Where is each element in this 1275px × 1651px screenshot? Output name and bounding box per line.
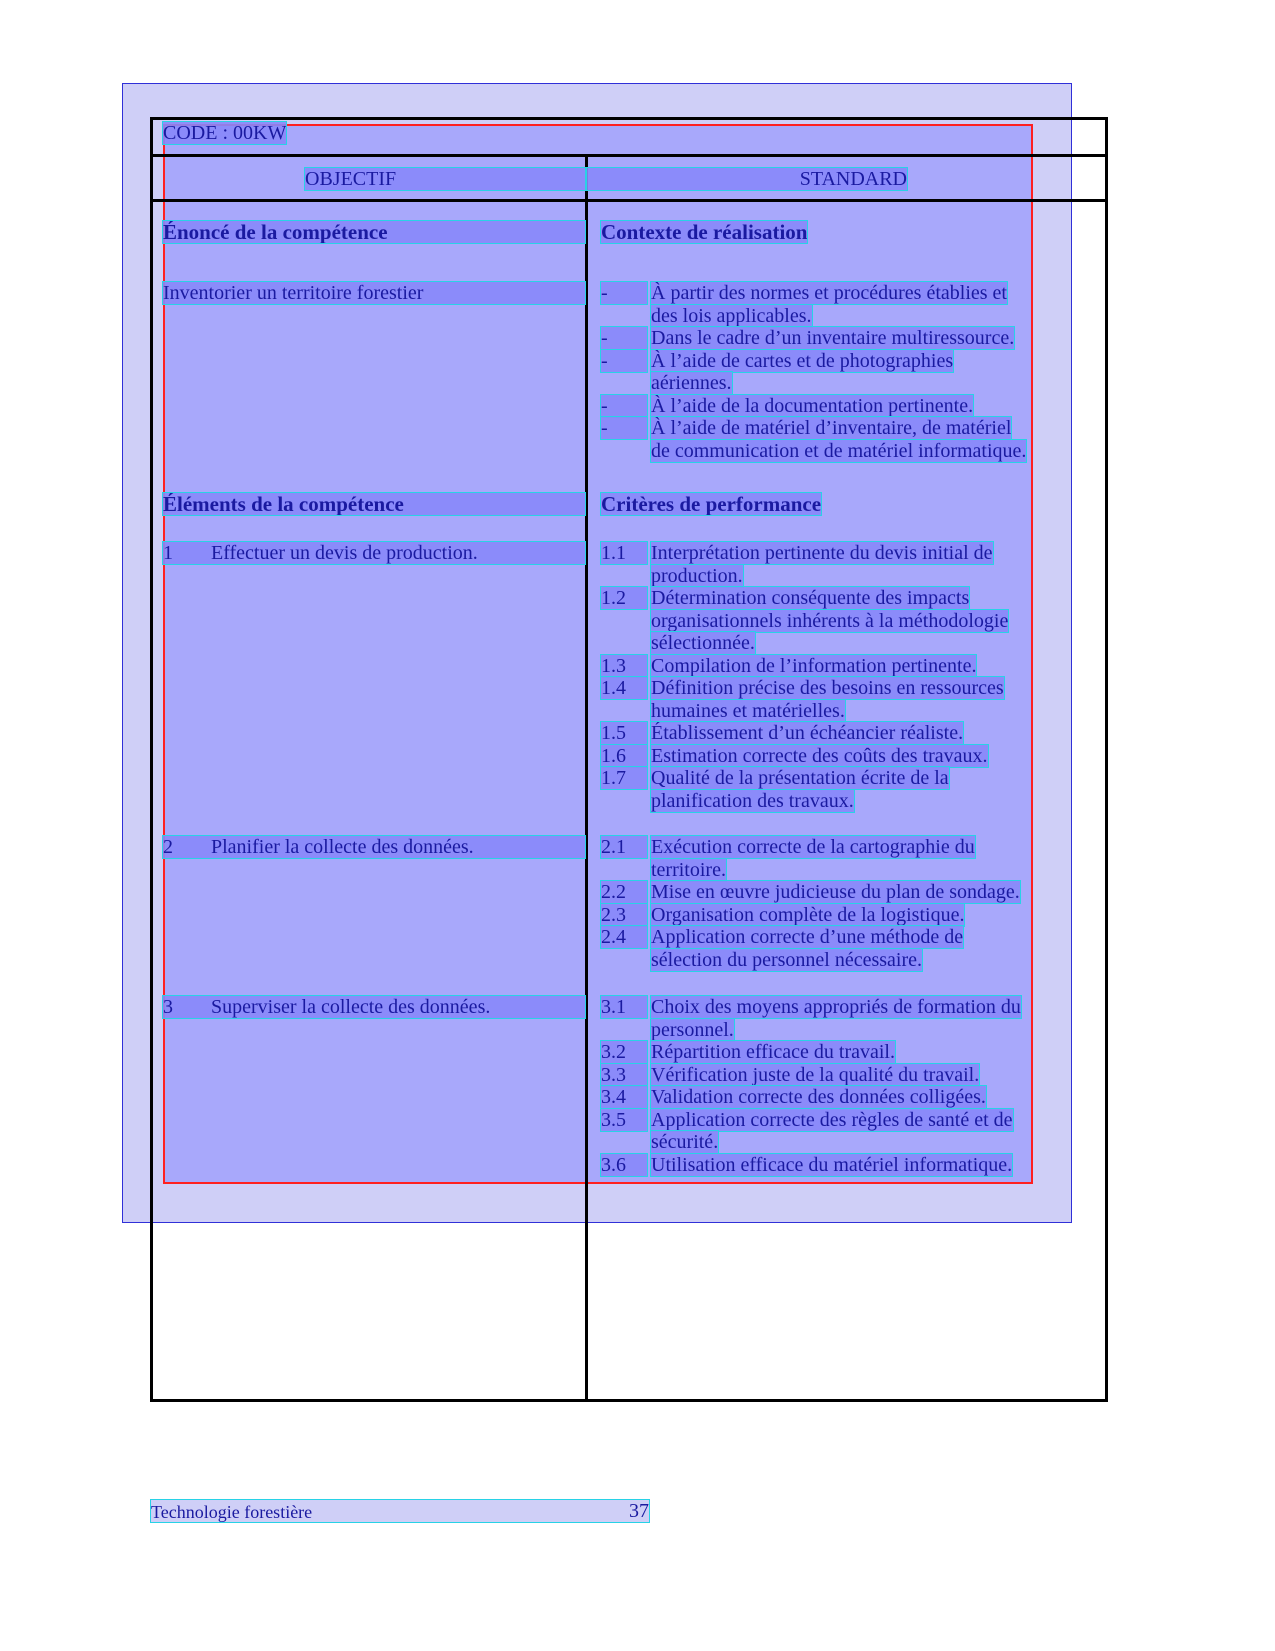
list-item-line: sécurité. [651,1131,719,1153]
list-marker: 3.5 [601,1109,647,1131]
code-label: CODE : 00KW [163,122,287,144]
list-item-line: sélection du personnel nécessaire. [651,948,923,971]
list-item-line: Compilation de l’information pertinente. [651,654,977,677]
list-item-line: Validation correcte des données colligées. [651,1086,986,1108]
list-marker: 3.2 [601,1041,647,1063]
list-item-line: Définition précise des besoins en ressources [651,677,1004,699]
element-item [163,542,585,564]
enonce-heading [163,221,585,243]
list-item-line: Exécution correcte de la cartographie du [651,836,975,858]
list-item-line: territoire. [651,858,726,881]
list-marker: 2.3 [601,904,647,926]
header-standard [587,168,907,190]
list-marker: - [601,350,647,372]
element-number: 3 [163,996,173,1018]
list-item-line: À l’aide de cartes et de photographies [651,349,954,372]
list-item-line: Dans le cadre d’un inventaire multiressource. [651,327,1015,349]
list-marker: 1.2 [601,587,647,609]
list-marker: - [601,417,647,439]
list-item-line: Vérification juste de la qualité du travail. [651,1063,980,1086]
header-objectif-label: OBJECTIF [305,168,397,190]
list-marker: 2.2 [601,881,647,903]
page-footer [151,1500,649,1522]
list-item-line: Utilisation efficace du matériel informatique. [651,1153,1013,1176]
list-item-line: Interprétation pertinente du devis initial de [651,542,993,564]
list-marker: 1.4 [601,677,647,699]
list-marker: - [601,327,647,349]
list-item-line: organisationnels inhérents à la méthodologie [651,609,1009,632]
list-marker: 1.5 [601,722,647,744]
list-item-line: Qualité de la présentation écrite de la [651,767,949,789]
criteres-heading [601,493,821,515]
list-item-line: Détermination conséquente des impacts [651,587,970,609]
list-item-line: Établissement d’un échéancier réaliste. [651,722,964,744]
list-item-line: aériennes. [651,372,732,394]
list-marker: 1.7 [601,767,647,789]
list-item-line: Estimation correcte des coûts des travaux. [651,744,988,767]
header-objectif [305,168,585,190]
list-item-line: À partir des normes et procédures établies et [651,282,1007,304]
footer-program: Technologie forestière [151,1502,313,1522]
page-number: 37 [629,1500,649,1522]
list-item-line: Mise en œuvre judicieuse du plan de sondage. [651,881,1020,903]
list-marker: 2.4 [601,926,647,948]
contexte-heading-text: Contexte de réalisation [601,220,808,244]
element-text: Superviser la collecte des données. [211,996,491,1018]
list-item-line: production. [651,564,743,587]
list-marker: 1.1 [601,542,647,564]
element-item [163,996,585,1018]
list-marker: - [601,395,647,417]
header-standard-label: STANDARD [799,168,907,190]
list-marker: 1.6 [601,745,647,767]
list-item-line: de communication et de matériel informatique. [651,439,1027,462]
list-item-line: Choix des moyens appropriés de formation du [651,996,1021,1018]
list-marker: 2.1 [601,836,647,858]
list-item-line: des lois applicables. [651,304,812,327]
list-item-line: humaines et matérielles. [651,699,845,722]
element-number: 2 [163,836,173,858]
criteres-heading-text: Critères de performance [601,492,822,516]
element-text: Planifier la collecte des données. [211,836,474,858]
elements-heading [163,493,585,515]
list-marker: 3.3 [601,1064,647,1086]
enonce-heading-text: Énoncé de la compétence [163,220,388,244]
list-item-line: Répartition efficace du travail. [651,1041,895,1063]
contexte-heading [601,221,807,243]
list-item-line: À l’aide de matériel d’inventaire, de matériel [651,417,1012,439]
list-item-line: planification des travaux. [651,789,854,812]
enonce-text-value: Inventorier un territoire forestier [163,282,424,304]
enonce-text [163,282,585,304]
list-item-line: Organisation complète de la logistique. [651,903,965,926]
elements-heading-text: Éléments de la compétence [163,492,404,516]
list-marker: - [601,282,647,304]
list-item-line: personnel. [651,1018,734,1041]
list-item-line: À l’aide de la documentation pertinente. [651,394,974,417]
list-item-line: Application correcte des règles de santé et de [651,1108,1013,1131]
element-item [163,836,585,858]
list-item-line: sélectionnée. [651,632,755,654]
list-marker: 3.6 [601,1154,647,1176]
list-marker: 3.1 [601,996,647,1018]
list-marker: 3.4 [601,1086,647,1108]
element-text: Effectuer un devis de production. [211,542,478,564]
element-number: 1 [163,542,173,564]
list-item-line: Application correcte d’une méthode de [651,926,964,948]
list-marker: 1.3 [601,655,647,677]
